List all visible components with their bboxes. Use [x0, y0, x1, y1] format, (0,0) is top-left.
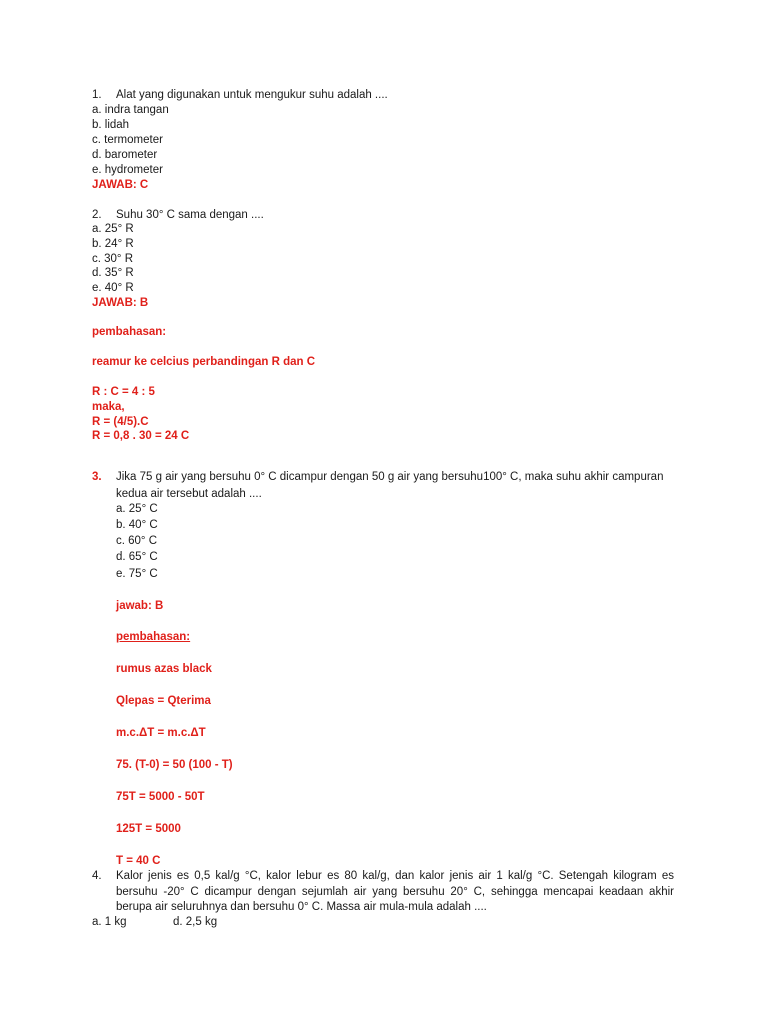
q1-option-d: d. barometer: [92, 149, 158, 161]
q1-option-a: a. indra tangan: [92, 104, 169, 116]
q4-text-line: bersuhu -20° C dicampur dengan sejumlah air yang bersuhu 20° C, sehingga mencapai keadaan akhir: [116, 886, 674, 898]
q3-option-b: b. 40° C: [116, 519, 158, 531]
q3-explanation-line: m.c.ΔT = m.c.ΔT: [116, 727, 206, 739]
q3-explanation-line: 125T = 5000: [116, 823, 181, 835]
q2-explanation-title: pembahasan:: [92, 326, 167, 338]
q3-text-line: kedua air tersebut adalah ....: [116, 488, 262, 500]
q2-number: 2.: [92, 209, 102, 221]
q2-option-c: c. 30° R: [92, 253, 134, 265]
q2-option-a: a. 25° R: [92, 223, 134, 235]
q4-option-a: a. 1 kg: [92, 916, 127, 928]
q3-explanation-line: Qlepas = Qterima: [116, 695, 211, 707]
q2-explanation-line: reamur ke celcius perbandingan R dan C: [92, 356, 316, 368]
q3-option-e: e. 75° C: [116, 568, 158, 580]
q2-explanation-line: R = 0,8 . 30 = 24 C: [92, 430, 190, 442]
q3-text-line: Jika 75 g air yang bersuhu 0° C dicampur dengan 50 g air yang bersuhu100° C, maka suhu akhir campuran: [116, 471, 664, 483]
q1-option-e: e. hydrometer: [92, 164, 163, 176]
q3-number: 3.: [92, 471, 102, 483]
q3-explanation-title: pembahasan:: [116, 631, 191, 643]
q2-explanation-line: R = (4/5).C: [92, 416, 149, 428]
q4-option-d: d. 2,5 kg: [173, 916, 218, 928]
q2-answer: JAWAB: B: [92, 297, 149, 309]
q3-explanation-line: T = 40 C: [116, 855, 161, 867]
q4-text-line: Kalor jenis es 0,5 kal/g °C, kalor lebur es 80 kal/g, dan kalor jenis air 1 kal/g °C. Setengah kilogram es: [116, 870, 674, 882]
q2-option-d: d. 35° R: [92, 267, 134, 279]
q1-option-c: c. termometer: [92, 134, 163, 146]
q3-explanation-line: 75. (T-0) = 50 (100 - T): [116, 759, 233, 771]
q3-option-d: d. 65° C: [116, 551, 158, 563]
q2-text: Suhu 30° C sama dengan ....: [116, 209, 264, 221]
q4-number: 4.: [92, 870, 102, 882]
q3-option-a: a. 25° C: [116, 503, 158, 515]
q2-explanation-line: maka,: [92, 401, 125, 413]
q1-answer: JAWAB: C: [92, 179, 149, 191]
q2-option-b: b. 24° R: [92, 238, 134, 250]
q1-number: 1.: [92, 89, 102, 101]
q1-option-b: b. lidah: [92, 119, 130, 131]
q2-explanation-line: R : C = 4 : 5: [92, 386, 155, 398]
q1-text: Alat yang digunakan untuk mengukur suhu adalah ....: [116, 89, 388, 101]
q2-option-e: e. 40° R: [92, 282, 134, 294]
q4-text-line: berupa air seluruhnya dan bersuhu 0° C. Massa air mula-mula adalah ....: [116, 901, 487, 913]
q3-option-c: c. 60° C: [116, 535, 158, 547]
q3-explanation-line: rumus azas black: [116, 663, 212, 675]
q3-explanation-line: 75T = 5000 - 50T: [116, 791, 205, 803]
q3-answer: jawab: B: [116, 600, 164, 612]
